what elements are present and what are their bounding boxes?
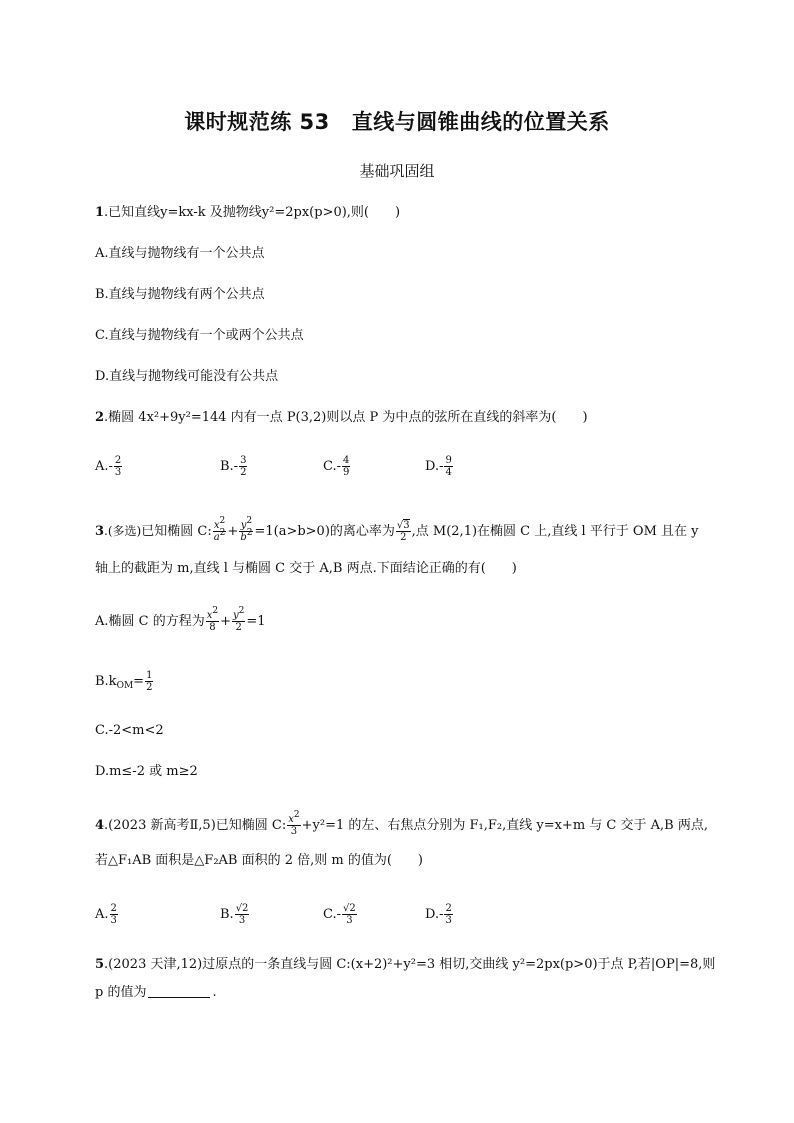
denominator: 3	[346, 915, 353, 926]
question-4-stem	[95, 810, 708, 837]
fraction	[342, 455, 350, 478]
fraction-x2-8: $\frac{x^2}{8}$	[206, 606, 219, 633]
question-text: p 的值为	[95, 985, 147, 1000]
denominator: 3	[445, 915, 452, 926]
denominator: 3	[238, 915, 246, 926]
denominator: 9	[343, 467, 350, 478]
section-heading: 基础巩固组	[359, 162, 435, 180]
option-label: A.-	[95, 459, 113, 474]
question-5-stem-line2	[95, 983, 217, 1003]
numerator: 2	[445, 903, 452, 914]
question-3-option-d: D.m≤-2 或 m≥2	[95, 764, 198, 779]
numerator: √2	[343, 903, 356, 914]
fraction-1-2: $\frac{1}{2}$	[146, 670, 153, 693]
question-3-option-a: A.椭圆 C 的方程为 $\frac{x^2}{8}$ + $\frac{y^2}{2}$ =1	[95, 606, 266, 633]
question-2-option-a	[95, 455, 123, 478]
denominator: 3	[110, 915, 117, 926]
question-3-stem: 3.(多选)已知椭圆 C: $\frac{x^2}{a^2}$ + $\frac{y^2}{b^2}$ =1(a>b>0)的离心率为 $\frac{√3}{2}$ ,点 M(2,1)在椭圆 C 上,直线 l 平行于 OM 且在 y	[95, 516, 699, 543]
option-text: =1	[246, 614, 266, 629]
option-label: B.	[220, 907, 234, 922]
option-label: D.-	[425, 907, 444, 922]
question-text: 已知椭圆 C:	[141, 524, 212, 539]
question-number: 1	[95, 205, 105, 220]
question-3-option-c: C.-2<m<2	[95, 723, 164, 738]
multi-select-tag: .(多选)	[104, 524, 142, 538]
question-number: 4	[95, 818, 105, 833]
question-1-option-d: D.直线与抛物线可能没有公共点	[95, 369, 279, 384]
numerator: 9	[445, 455, 452, 466]
question-1-option-a: A.直线与抛物线有一个公共点	[95, 246, 265, 261]
question-text: .(2023 新高考Ⅱ,5)已知椭圆 C:	[104, 818, 287, 833]
fraction	[239, 455, 247, 478]
numerator: 4	[343, 455, 350, 466]
question-5-stem	[95, 955, 715, 975]
question-3-option-b	[95, 670, 154, 693]
question-text: .(2023 天津,12)过原点的一条直线与圆 C:(x+2)²+y²=3 相切,交曲线 y²=2px(p>0)于点 P,若|OP|=8,则	[104, 957, 716, 972]
question-2-option-d	[425, 455, 454, 478]
question-4-option-a	[95, 903, 119, 926]
numerator: 2	[110, 903, 117, 914]
denominator: 3	[114, 467, 122, 478]
fraction	[444, 455, 452, 478]
numerator: √2	[235, 903, 249, 914]
option-label: B.-	[220, 459, 239, 474]
fraction-x2-3: $\frac{x^2}{3}$	[288, 810, 300, 837]
subscript: OM	[116, 681, 134, 691]
fraction-y2-2: $\frac{y^2}{2}$	[233, 606, 245, 633]
question-number: 5	[95, 957, 105, 972]
question-text: +y²=1 的左、右焦点分别为 F₁,F₂,直线 y=x+m 与 C 交于 A,B 两点,	[301, 818, 708, 833]
fraction-x2-a2: $\frac{x^2}{a^2}$	[213, 516, 226, 543]
question-2-stem	[95, 408, 588, 428]
option-label: C.-	[323, 907, 342, 922]
option-text: B.k	[95, 674, 117, 689]
question-1-option-c: C.直线与抛物线有一个或两个公共点	[95, 328, 304, 343]
page-title	[0, 106, 794, 136]
title-topic: 直线与圆锥曲线的位置关系	[351, 110, 610, 134]
option-label: D.-	[425, 459, 444, 474]
fraction	[235, 903, 250, 926]
option-label: C.-	[323, 459, 342, 474]
answer-blank[interactable]	[148, 997, 210, 998]
fraction	[342, 903, 357, 926]
numerator: 3	[240, 455, 247, 466]
denominator: 2	[240, 467, 247, 478]
option-text: =	[133, 674, 145, 689]
question-number: 3	[95, 524, 105, 539]
title-lesson-number: 课时规范练 53	[184, 110, 330, 134]
fraction	[110, 903, 118, 926]
option-label: A.	[95, 907, 109, 922]
fraction-y2-b2: $\frac{y^2}{b^2}$	[240, 516, 253, 543]
question-4-option-c	[323, 903, 358, 926]
question-text: .	[212, 985, 217, 1000]
question-4-option-b	[220, 903, 250, 926]
fraction	[444, 903, 452, 926]
question-2-option-c	[323, 455, 351, 478]
question-text: .椭圆 4x²+9y²=144 内有一点 P(3,2)则以点 P 为中点的弦所在直线的斜率为( )	[104, 410, 588, 425]
option-text: A.椭圆 C 的方程为	[95, 614, 205, 629]
question-2-option-b	[220, 455, 248, 478]
question-text: .已知直线y=kx-k 及抛物线y²=2px(p>0),则( )	[104, 205, 401, 220]
question-3-stem-line2: 轴上的截距为 m,直线 l 与椭圆 C 交于 A,B 两点.下面结论正确的有( )	[95, 561, 517, 576]
question-4-option-d	[425, 903, 454, 926]
question-1-stem	[95, 203, 400, 223]
question-4-stem-line2: 若△F₁AB 面积是△F₂AB 面积的 2 倍,则 m 的值为( )	[95, 853, 424, 868]
fraction	[114, 455, 122, 478]
question-number: 2	[95, 410, 105, 425]
question-1-option-b: B.直线与抛物线有两个公共点	[95, 287, 265, 302]
question-text: ,点 M(2,1)在椭圆 C 上,直线 l 平行于 OM 且在 y	[411, 524, 699, 539]
denominator: 4	[445, 467, 452, 478]
fraction-sqrt3-2: $\frac{√3}{2}$	[396, 520, 410, 543]
numerator: 2	[114, 455, 122, 466]
question-text: =1(a>b>0)的离心率为	[254, 524, 395, 539]
